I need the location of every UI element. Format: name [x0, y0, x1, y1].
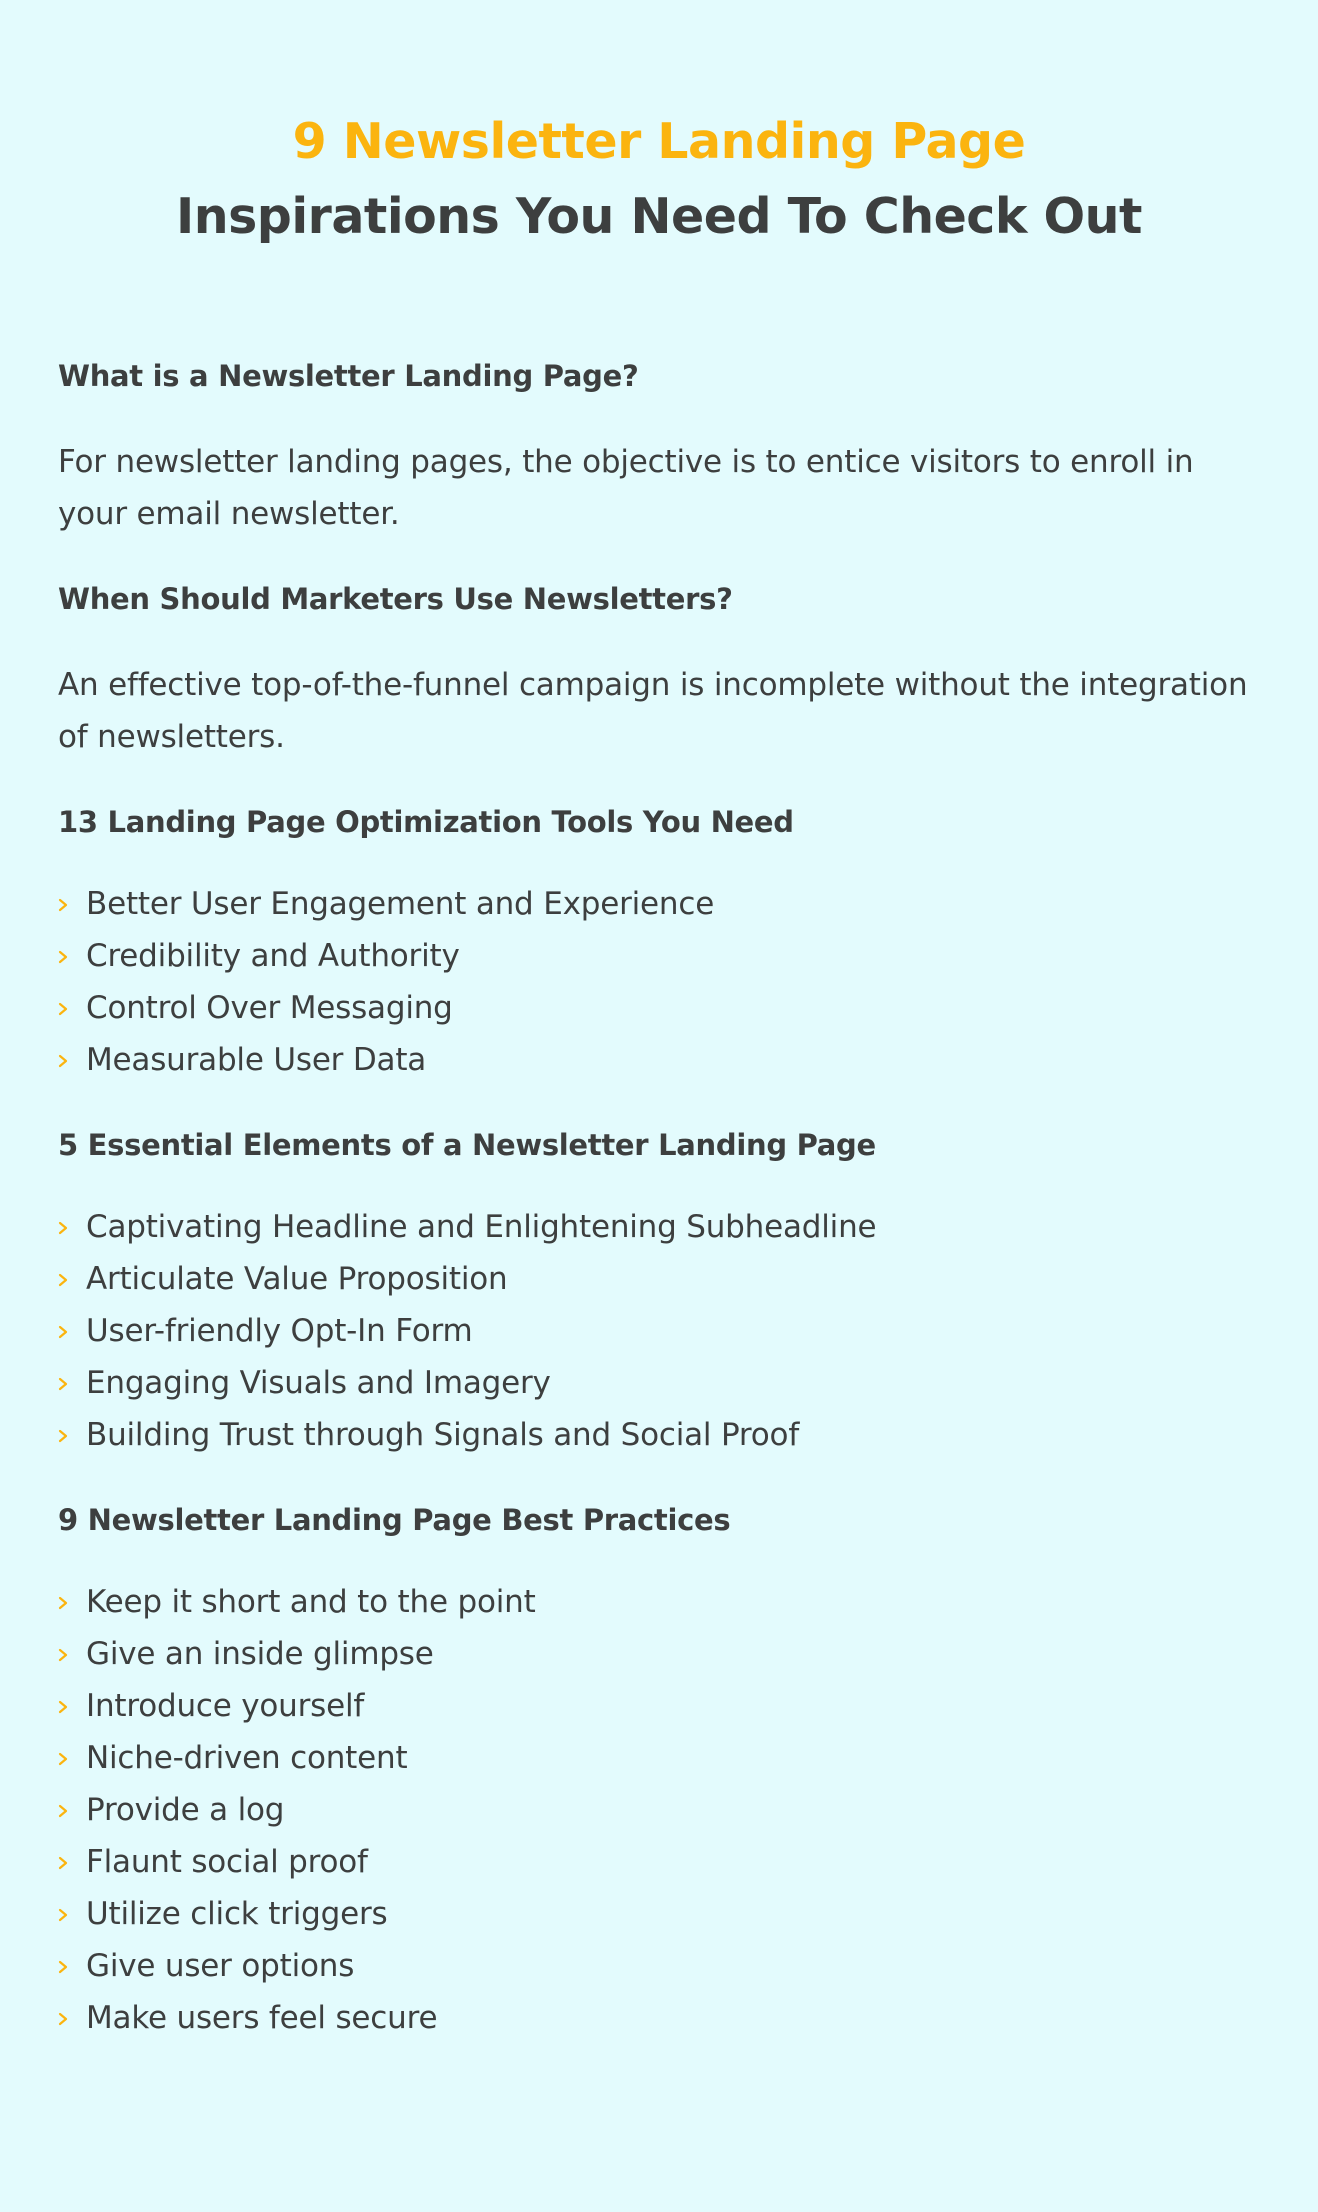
list-item	[58, 1680, 1268, 1732]
chevron-right-icon	[58, 1325, 69, 1339]
list-item	[58, 1201, 1268, 1253]
chevron-right-icon	[58, 1804, 69, 1818]
section-heading-when-to-use: When Should Marketers Use Newsletters?	[58, 582, 733, 616]
list-item-label: Make users feel secure	[86, 2000, 438, 2036]
chevron-right-icon	[58, 1908, 69, 1922]
best-practices-list	[58, 1576, 1268, 2044]
chevron-right-icon	[58, 1377, 69, 1391]
list-item-label: Flaunt social proof	[86, 1844, 368, 1880]
essential-elements-list	[58, 1201, 1268, 1461]
chevron-right-icon	[58, 1596, 69, 1610]
list-item-label: Introduce yourself	[86, 1688, 365, 1724]
chevron-right-icon	[58, 1273, 69, 1287]
list-item	[58, 1034, 1268, 1086]
chevron-right-icon	[58, 1002, 69, 1016]
list-item-label: Credibility and Authority	[86, 938, 460, 974]
list-item	[58, 930, 1268, 982]
section-heading-best-practices: 9 Newsletter Landing Page Best Practices	[58, 1503, 731, 1537]
list-item	[58, 1940, 1268, 1992]
chevron-right-icon	[58, 1429, 69, 1443]
list-item-label: Better User Engagement and Experience	[86, 886, 715, 922]
list-item-label: Captivating Headline and Enlightening Subheadline	[86, 1209, 877, 1245]
list-item-label: Utilize click triggers	[86, 1896, 388, 1932]
list-item	[58, 1784, 1268, 1836]
list-item	[58, 1576, 1268, 1628]
list-item-label: Niche-driven content	[86, 1740, 408, 1776]
list-item	[58, 1253, 1268, 1305]
list-item	[58, 1628, 1268, 1680]
list-item-label: User-friendly Opt-In Form	[86, 1313, 473, 1349]
list-item-label: Control Over Messaging	[86, 990, 453, 1026]
list-item-label: Building Trust through Signals and Social Proof	[86, 1417, 800, 1453]
section-heading-what-is: What is a Newsletter Landing Page?	[58, 359, 639, 393]
section-paragraph-when-to-use: An effective top-of-the-funnel campaign is incomplete without the integration of newsletters.	[58, 667, 1248, 755]
list-item-label: Measurable User Data	[86, 1042, 427, 1078]
list-item	[58, 1409, 1268, 1461]
list-item-label: Engaging Visuals and Imagery	[86, 1365, 551, 1401]
chevron-right-icon	[58, 1221, 69, 1235]
title-line-2: Inspirations You Need To Check Out	[176, 188, 1142, 245]
list-item	[58, 1992, 1268, 2044]
title-line-1: 9 Newsletter Landing Page	[292, 113, 1026, 170]
section-heading-essential-elements: 5 Essential Elements of a Newsletter Landing Page	[58, 1128, 876, 1162]
chevron-right-icon	[58, 898, 69, 912]
list-item-label: Give an inside glimpse	[86, 1636, 434, 1672]
chevron-right-icon	[58, 1700, 69, 1714]
list-item	[58, 1888, 1268, 1940]
list-item	[58, 1357, 1268, 1409]
list-item	[58, 982, 1268, 1034]
list-item	[58, 878, 1268, 930]
chevron-right-icon	[58, 1648, 69, 1662]
chevron-right-icon	[58, 950, 69, 964]
optimization-tools-list	[58, 878, 1268, 1086]
chevron-right-icon	[58, 2012, 69, 2026]
list-item	[58, 1836, 1268, 1888]
chevron-right-icon	[58, 1752, 69, 1766]
section-paragraph-what-is: For newsletter landing pages, the objective is to entice visitors to enroll in your email newsletter.	[58, 444, 1194, 532]
list-item	[58, 1732, 1268, 1784]
list-item-label: Articulate Value Proposition	[86, 1261, 508, 1297]
list-item-label: Keep it short and to the point	[86, 1584, 536, 1620]
section-heading-optimization-tools: 13 Landing Page Optimization Tools You Need	[58, 805, 794, 839]
page-title	[0, 104, 1318, 254]
list-item-label: Provide a log	[86, 1792, 285, 1828]
list-item-label: Give user options	[86, 1948, 355, 1984]
chevron-right-icon	[58, 1856, 69, 1870]
article-content	[58, 350, 1268, 2077]
list-item	[58, 1305, 1268, 1357]
chevron-right-icon	[58, 1054, 69, 1068]
chevron-right-icon	[58, 1960, 69, 1974]
